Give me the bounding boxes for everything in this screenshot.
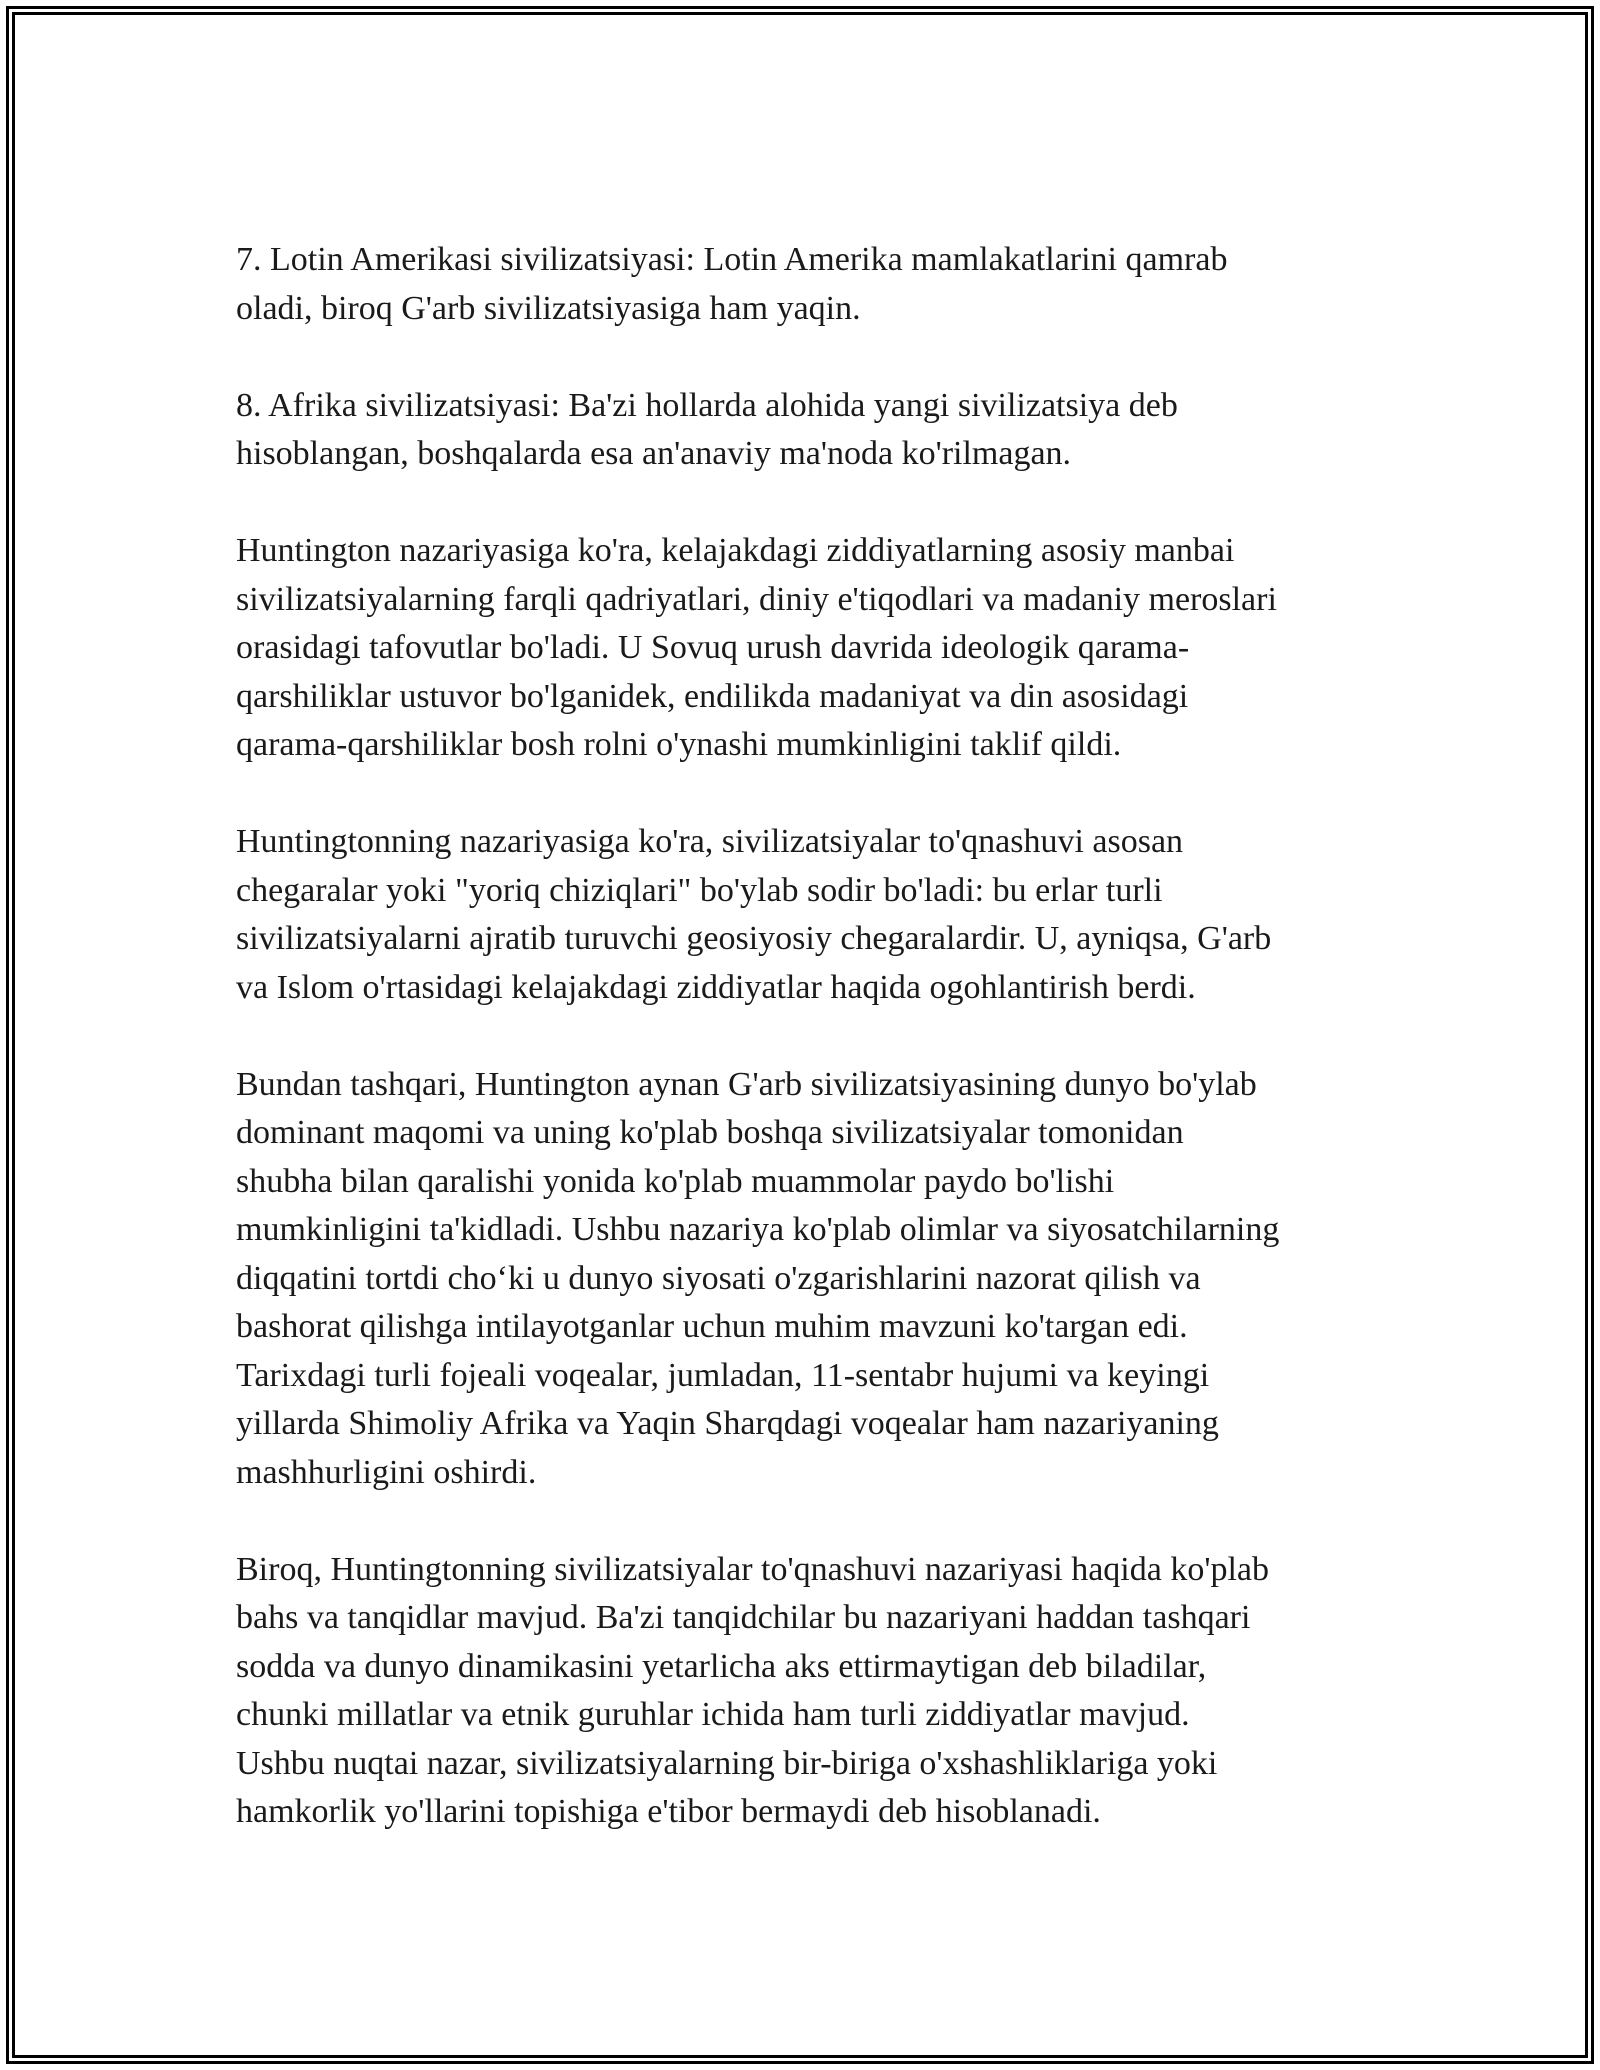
paragraph-latin-america-civilization: 7. Lotin Amerikasi sivilizatsiyasi: Lotin Amerika mamlakatlarini qamrab oladi, biroq G'arb sivilizatsiyasiga ham yaqin. [236,241,1228,327]
paragraph-fault-lines: Huntingtonning nazariyasiga ko'ra, sivilizatsiyalar to'qnashuvi asosan chegaralar yoki "yoriq chiziqlari" bo'ylab sodir bo'ladi: bu erlar turli sivilizatsiyalarni ajratib turuvchi geosiyosiy chegaralardir. U, ayniqsa, G'arb va Islom o'rtasidagi kelajakdagi ziddiyatlar haqida ogohlantirish berdi. [236,823,1272,1006]
paragraph-criticism: Biroq, Huntingtonning sivilizatsiyalar to'qnashuvi nazariyasi haqida ko'plab bahs va tanqidlar mavjud. Ba'zi tanqidchilar bu nazariyani haddan tashqari sodda va dunyo dinamikasini yetarlicha aks ettirmaytigan deb biladilar, chunki millatlar va etnik guruhlar ichida ham turli ziddiyatlar mavjud. Ushbu nuqtai nazar, sivilizatsiyalarning bir-biriga o'xshashliklariga yoki hamkorlik yo'llarini topishiga e'tibor bermaydi deb hisoblanadi. [236,1550,1269,1830]
paragraph-western-dominance: Bundan tashqari, Huntington aynan G'arb sivilizatsiyasining dunyo bo'ylab dominant maqomi va uning ko'plab boshqa sivilizatsiyalar tomonidan shubha bilan qaralishi yonida ko'plab muammolar paydo bo'lishi mumkinligini ta'kidladi. Ushbu nazariya ko'plab olimlar va siyosatchilarning diqqatini tortdi cho‘ki u dunyo siyosati o'zgarishlarini nazorat qilish va bashorat qilishga intilayotganlar uchun muhim mavzuni ko'targan edi. Tarixdagi turli fojeali voqealar, jumladan, 11-sentabr hujumi va keyingi yillarda Shimoliy Afrika va Yaqin Sharqdagi voqealar ham nazariyaning mashhurligini oshirdi. [236,1065,1280,1491]
document-body [236,236,1366,1885]
paragraph-africa-civilization: 8. Afrika sivilizatsiyasi: Ba'zi hollarda alohida yangi sivilizatsiya deb hisoblangan, boshqalarda esa an'anaviy ma'noda ko'rilmagan. [236,386,1178,472]
paragraph-conflict-sources: Huntington nazariyasiga ko'ra, kelajakdagi ziddiyatlarning asosiy manbai sivilizatsiyalarning farqli qadriyatlari, diniy e'tiqodlari va madaniy meroslari orasidagi tafovutlar bo'ladi. U Sovuq urush davrida ideologik qarama- qarshiliklar ustuvor bo'lganidek, endilikda madaniyat va din asosidagi qarama-qarshiliklar bosh rolni o'ynashi mumkinligini taklif qildi. [236,532,1277,763]
